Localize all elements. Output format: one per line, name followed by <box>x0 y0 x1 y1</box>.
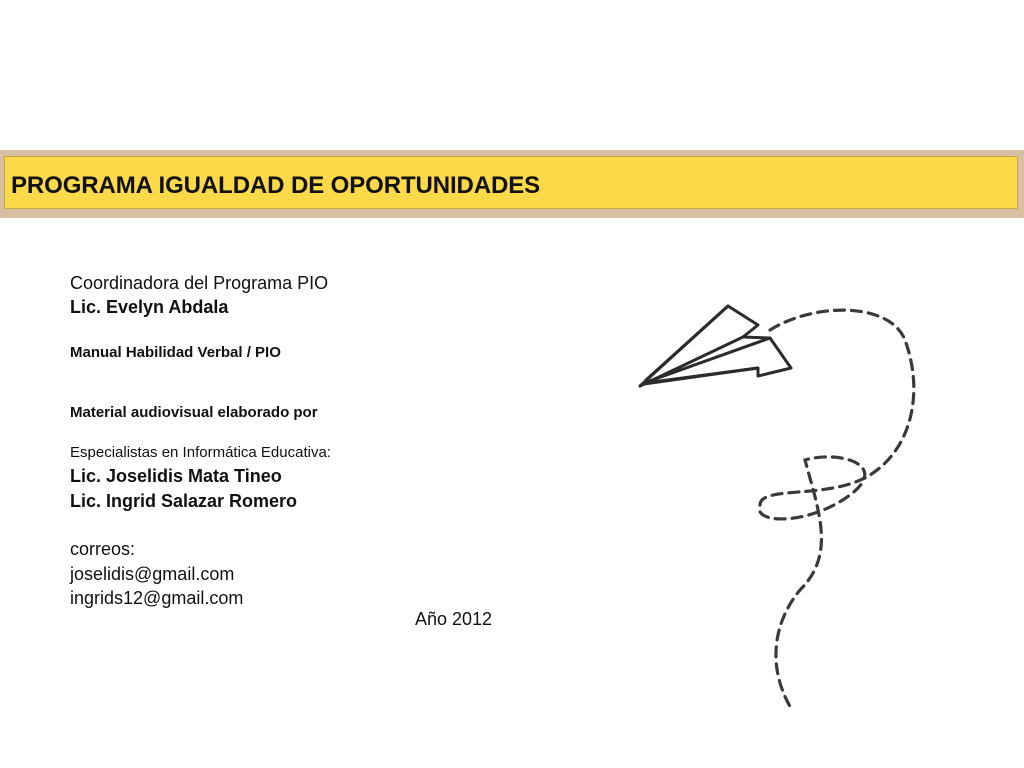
emails-label: correos: <box>70 539 136 559</box>
coordinator-name: Lic. Evelyn Abdala <box>70 297 229 317</box>
coordinator-label: Coordinadora del Programa PIO <box>70 273 329 293</box>
paper-airplane-shape <box>640 306 791 386</box>
specialist-name-1: Lic. Joselidis Mata Tineo <box>70 466 282 486</box>
material-label: Material audiovisual elaborado por <box>70 404 318 421</box>
title-box <box>4 156 1018 209</box>
specialist-name-2: Lic. Ingrid Salazar Romero <box>70 491 298 511</box>
email-1: joselidis@gmail.com <box>70 564 235 584</box>
year-label: Año 2012 <box>415 609 493 629</box>
email-2: ingrids12@gmail.com <box>70 588 244 608</box>
manual-title: Manual Habilidad Verbal / PIO <box>70 344 281 361</box>
paper-airplane-icon <box>600 280 940 720</box>
specialists-label: Especialistas en Informática Educativa: <box>70 444 331 461</box>
title-band <box>0 150 1024 218</box>
page-title: PROGRAMA IGUALDAD DE OPORTUNIDADES <box>11 172 541 199</box>
